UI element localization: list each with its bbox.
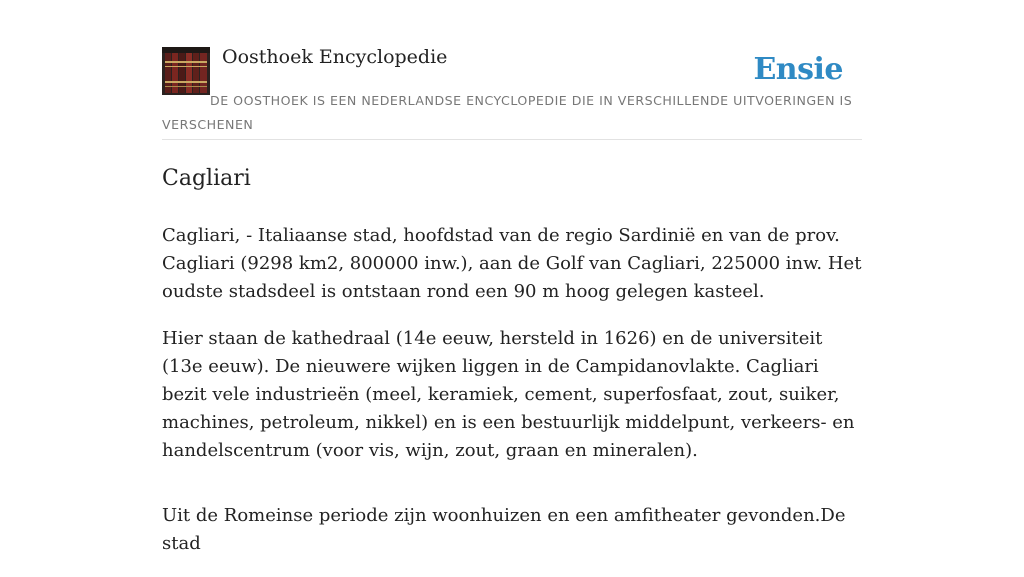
site-tagline: DE OOSTHOEK IS EEN NEDERLANDSE ENCYCLOPEDIE DIE IN VERSCHILLENDE UITVOERINGEN IS VERSCHENEN [162,93,853,132]
article-title: Cagliari [162,166,251,191]
article-paragraph: Cagliari, - Italiaanse stad, hoofdstad van de regio Sardinië en van de prov. Cagliari (9298 km2, 800000 inw.), aan de Golf van Cagliari, 225000 inw. Het oudste stadsdeel is ontstaan rond een 90 m hoog gelegen kasteel. [162,225,862,302]
article-paragraph: Uit de Romeinse periode zijn woonhuizen en een amfitheater gevonden.De stad [162,505,846,554]
site-name[interactable]: Oosthoek Encyclopedie [222,46,448,68]
encyclopedia-books-icon[interactable] [162,47,210,95]
brand-logo[interactable]: Ensie [753,52,843,87]
article [162,160,864,577]
site-header [162,44,862,140]
article-paragraph: Hier staan de kathedraal (14e eeuw, hersteld in 1626) en de universiteit (13e eeuw). De nieuwere wijken liggen in de Campidanovlakte. Cagliari bezit vele industrieën (meel, keramiek, cement, superfosfaat, zout, suiker, machines, petroleum, nikkel) en is een bestuurlijk middelpunt, verkeers- en handelscentrum (voor vis, wijn, zout, graan en mineralen). [162,328,855,461]
